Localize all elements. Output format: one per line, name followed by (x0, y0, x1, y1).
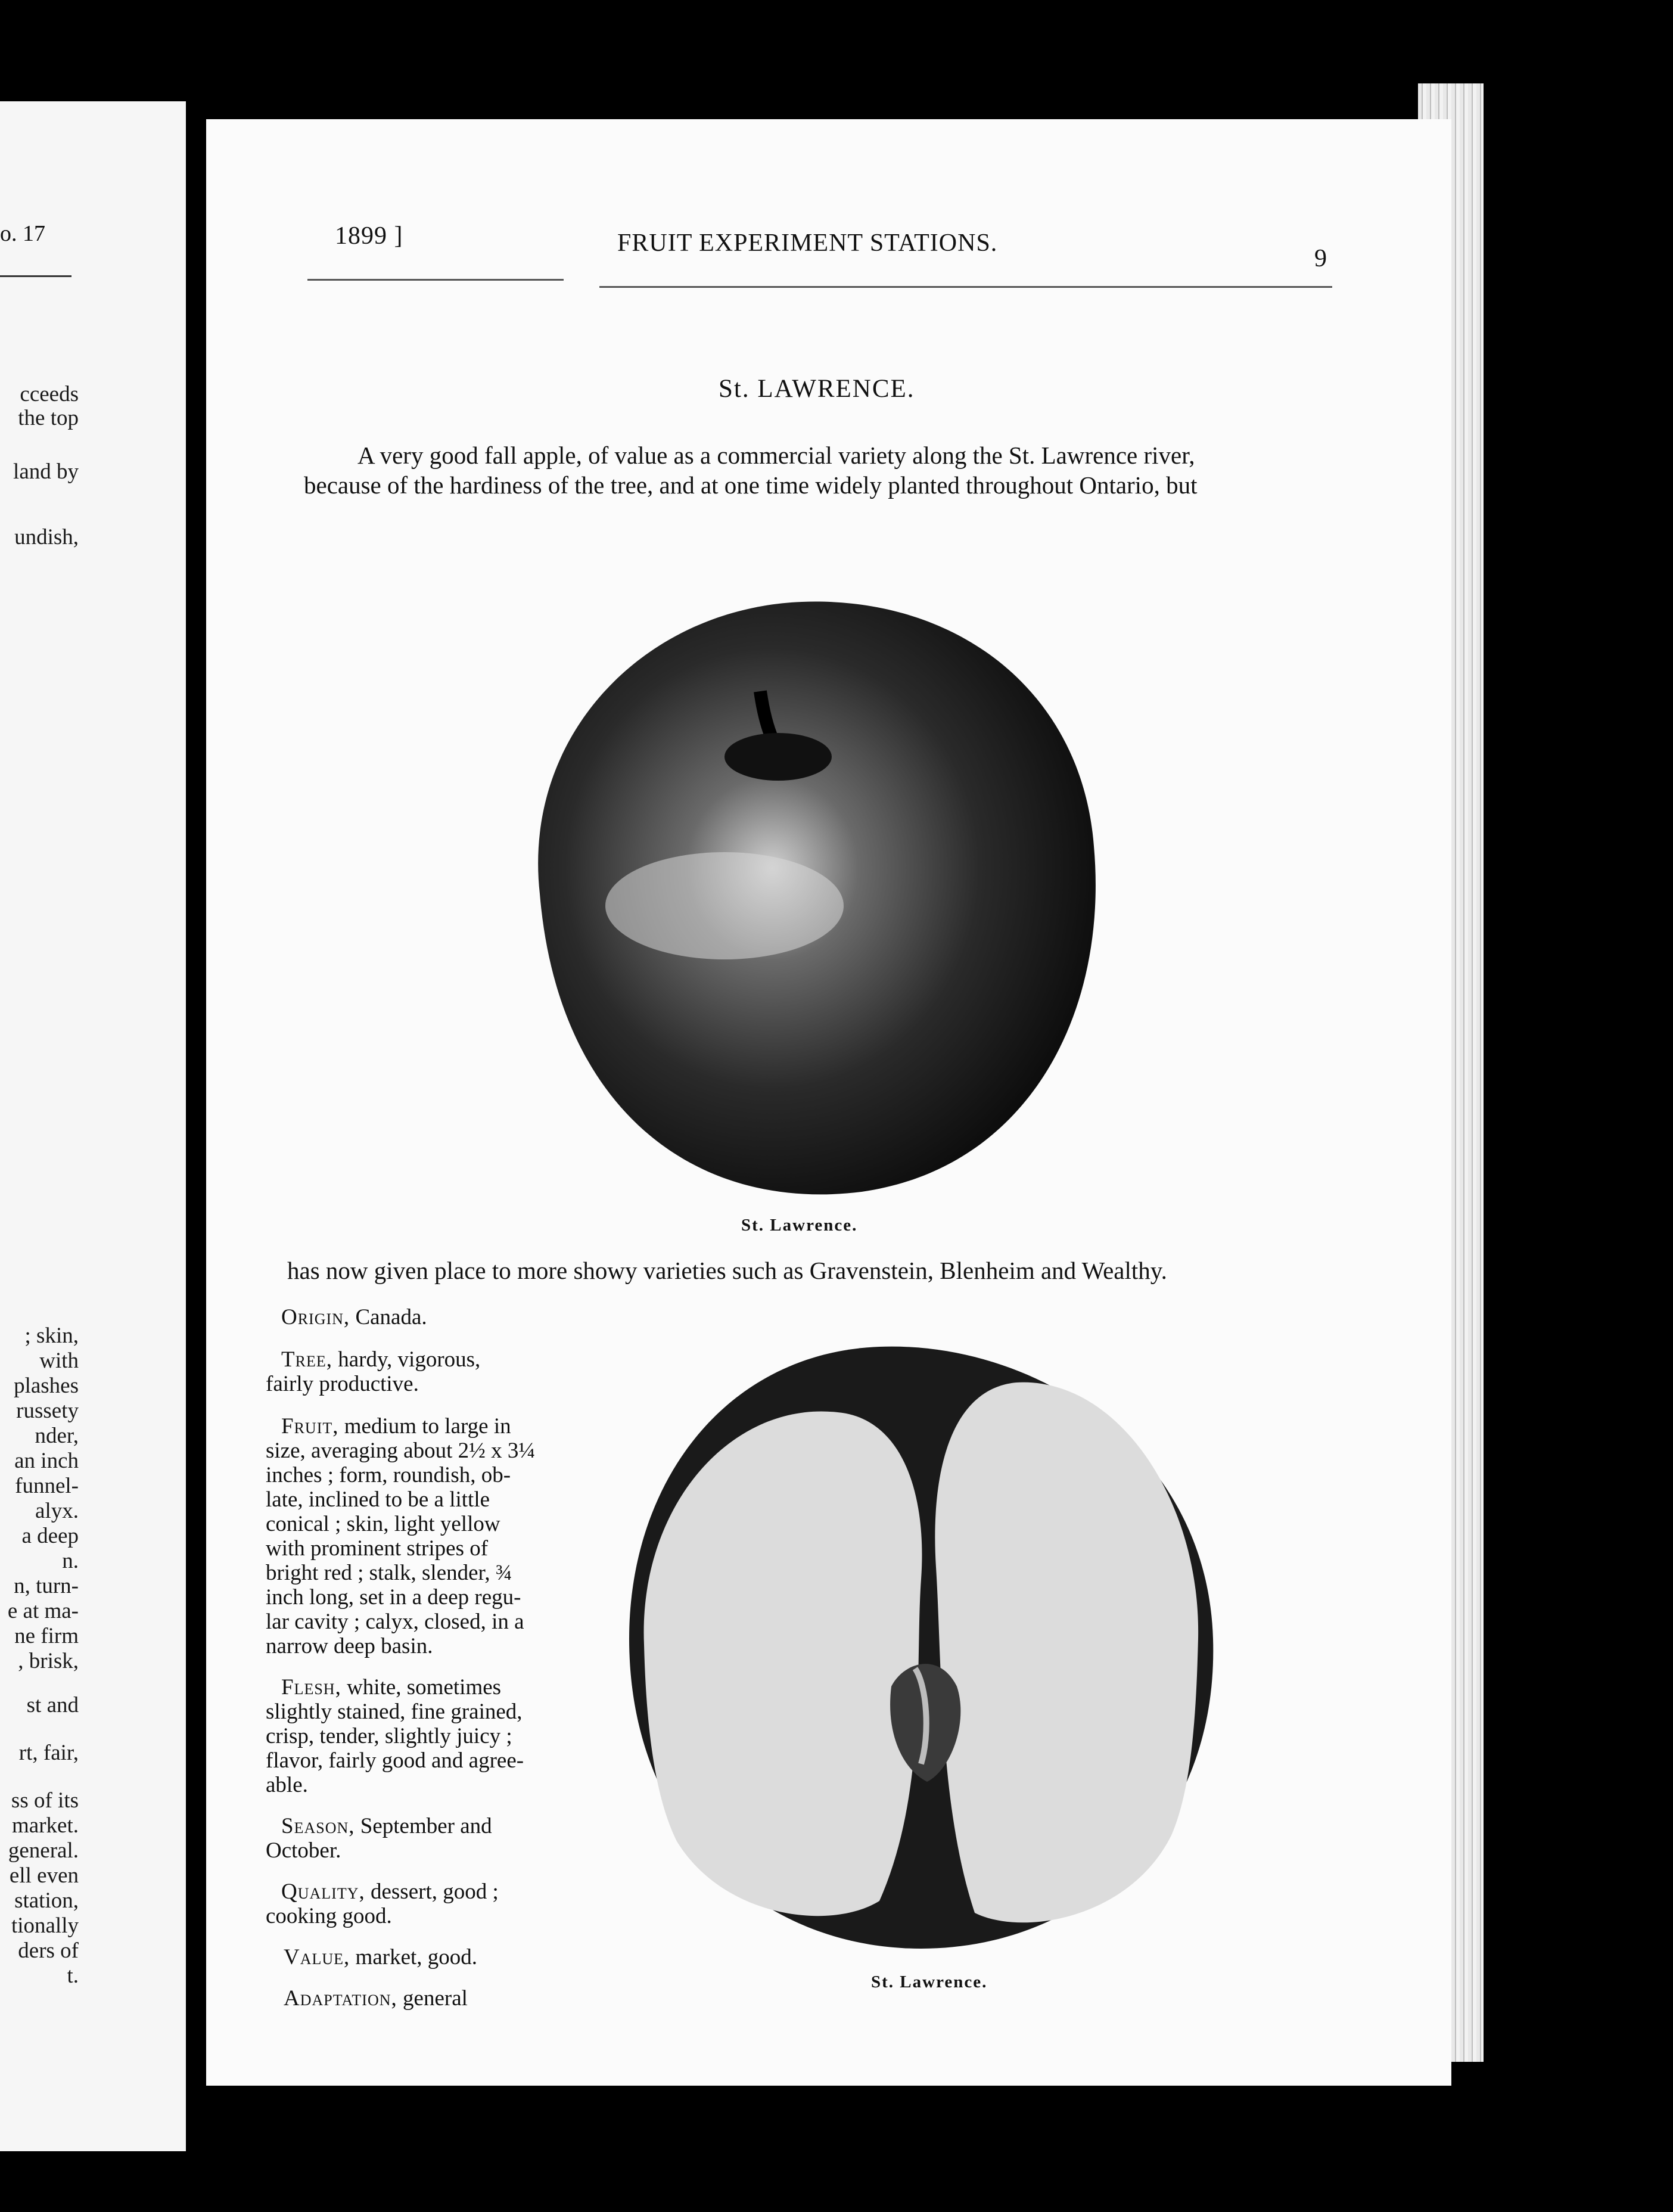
left-page-line: land by (13, 459, 79, 484)
description-entries (266, 1305, 629, 2011)
description-line (266, 1536, 629, 1561)
left-page-line: tionally (11, 1913, 79, 1938)
left-page-line: market. (12, 1813, 79, 1838)
left-page-line: rt, fair, (18, 1741, 79, 1765)
description-label: Fruit, (281, 1414, 339, 1439)
left-page-line: n, turn- (14, 1574, 79, 1598)
description-label: Season, (281, 1814, 355, 1838)
left-page-line: n. (62, 1549, 79, 1573)
description-text: bright red ; stalk, slender, ¾ (266, 1561, 512, 1585)
description-text: flavor, fairly good and agree- (266, 1748, 524, 1773)
description-label: Origin, (281, 1305, 350, 1329)
description-label: Flesh, (281, 1675, 341, 1700)
left-page-line: russety (16, 1399, 79, 1423)
left-page-fragment (0, 101, 186, 2151)
left-page-line: with (39, 1349, 79, 1373)
description-line (266, 1347, 629, 1372)
description-line (266, 1512, 629, 1536)
description-line (266, 1748, 629, 1773)
description-line (266, 1904, 629, 1928)
description-line (266, 1610, 629, 1634)
right-page (206, 119, 1451, 2086)
description-line (266, 1372, 629, 1396)
description-entry (266, 1675, 629, 1797)
cut-apple-illustration (605, 1329, 1237, 1961)
left-page-header: o. 17 (0, 221, 45, 246)
description-entry (266, 1814, 629, 1863)
description-entry (266, 1305, 629, 1329)
left-page-line: e at ma- (7, 1599, 79, 1623)
left-page-line: funnel- (15, 1474, 79, 1498)
whole-apple-illustration (468, 536, 1159, 1263)
left-page-line: alyx. (35, 1499, 79, 1523)
description-line (284, 1986, 629, 2011)
description-text: inch long, set in a deep regu- (266, 1585, 521, 1610)
description-line (266, 1814, 629, 1838)
description-label: Value, (284, 1945, 350, 1969)
description-text: hardy, vigorous, (338, 1347, 481, 1372)
left-page-line: undish, (14, 525, 79, 549)
description-entry (266, 1347, 629, 1396)
description-line (266, 1305, 629, 1329)
continuation-line: has now given place to more showy varieties such as Gravenstein, Blenheim and Wealthy. (287, 1257, 1167, 1284)
description-line (266, 1724, 629, 1748)
header-rule-right (599, 286, 1332, 288)
description-text: size, averaging about 2½ x 3¼ (266, 1439, 536, 1463)
left-page-line: ; skin, (24, 1324, 79, 1348)
description-line (266, 1675, 629, 1700)
description-label: Tree, (281, 1347, 332, 1372)
running-title: FRUIT EXPERIMENT STATIONS. (617, 229, 998, 257)
description-line (266, 1773, 629, 1797)
description-text: lar cavity ; calyx, closed, in a (266, 1610, 524, 1634)
figure2-caption: St. Lawrence. (871, 1972, 988, 1992)
left-page-line: cceeds (20, 382, 79, 406)
left-page-line: st and (26, 1693, 79, 1717)
description-text: narrow deep basin. (266, 1634, 433, 1658)
description-line (266, 1463, 629, 1487)
header-year: 1899 ] (335, 222, 403, 250)
description-line (266, 1585, 629, 1610)
description-entry (284, 1986, 629, 2011)
description-column (266, 1305, 629, 2011)
description-entry (284, 1945, 629, 1969)
description-text: crisp, tender, slightly juicy ; (266, 1724, 512, 1748)
section-title: St. LAWRENCE. (719, 375, 915, 403)
left-page-line: general. (8, 1838, 79, 1863)
description-text: able. (266, 1773, 308, 1797)
description-text: white, sometimes (347, 1675, 502, 1700)
description-text: October. (266, 1838, 341, 1863)
description-text: medium to large in (344, 1414, 511, 1439)
description-line (266, 1879, 629, 1904)
description-line (266, 1561, 629, 1585)
intro-line-1: A very good fall apple, of value as a commercial variety along the St. Lawrence river, (357, 442, 1195, 469)
description-text: Canada. (355, 1305, 427, 1329)
description-line (266, 1838, 629, 1863)
description-line (266, 1414, 629, 1439)
description-text: inches ; form, roundish, ob- (266, 1463, 511, 1487)
left-page-line: an inch (14, 1449, 79, 1473)
description-line (266, 1700, 629, 1724)
description-text: dessert, good ; (370, 1879, 499, 1904)
description-line (266, 1634, 629, 1658)
description-text: late, inclined to be a little (266, 1487, 490, 1512)
description-text: fairly productive. (266, 1372, 419, 1396)
description-entry (266, 1414, 629, 1658)
description-label: Adaptation, (284, 1986, 397, 2011)
description-text: market, good. (355, 1945, 478, 1969)
left-page-line: ders of (18, 1938, 79, 1963)
description-line (266, 1439, 629, 1463)
left-page-line: ne firm (14, 1624, 79, 1648)
left-page-line: ell even (9, 1863, 79, 1888)
left-page-line: nder, (35, 1424, 79, 1448)
description-line (266, 1487, 629, 1512)
left-page-line: the top (18, 406, 79, 430)
left-header-rule (0, 275, 71, 277)
left-page-line: t. (67, 1964, 79, 1988)
description-label: Quality, (281, 1879, 365, 1904)
description-text: general (403, 1986, 468, 2011)
page-number: 9 (1314, 245, 1327, 272)
description-line (284, 1945, 629, 1969)
header-rule-left (307, 279, 564, 281)
intro-line-2: because of the hardiness of the tree, and at one time widely planted throughout Ontario, but (304, 471, 1198, 499)
left-page-line: a deep (21, 1524, 79, 1548)
description-text: slightly stained, fine grained, (266, 1700, 523, 1724)
description-text: September and (360, 1814, 492, 1838)
figure1-caption: St. Lawrence. (741, 1216, 858, 1235)
description-text: cooking good. (266, 1904, 392, 1928)
left-page-line: ss of its (11, 1788, 79, 1813)
left-page-line: plashes (14, 1374, 79, 1398)
description-text: conical ; skin, light yellow (266, 1512, 500, 1536)
left-page-line: , brisk, (18, 1649, 79, 1673)
description-text: with prominent stripes of (266, 1536, 489, 1561)
description-entry (266, 1879, 629, 1928)
left-page-line: station, (14, 1888, 79, 1913)
